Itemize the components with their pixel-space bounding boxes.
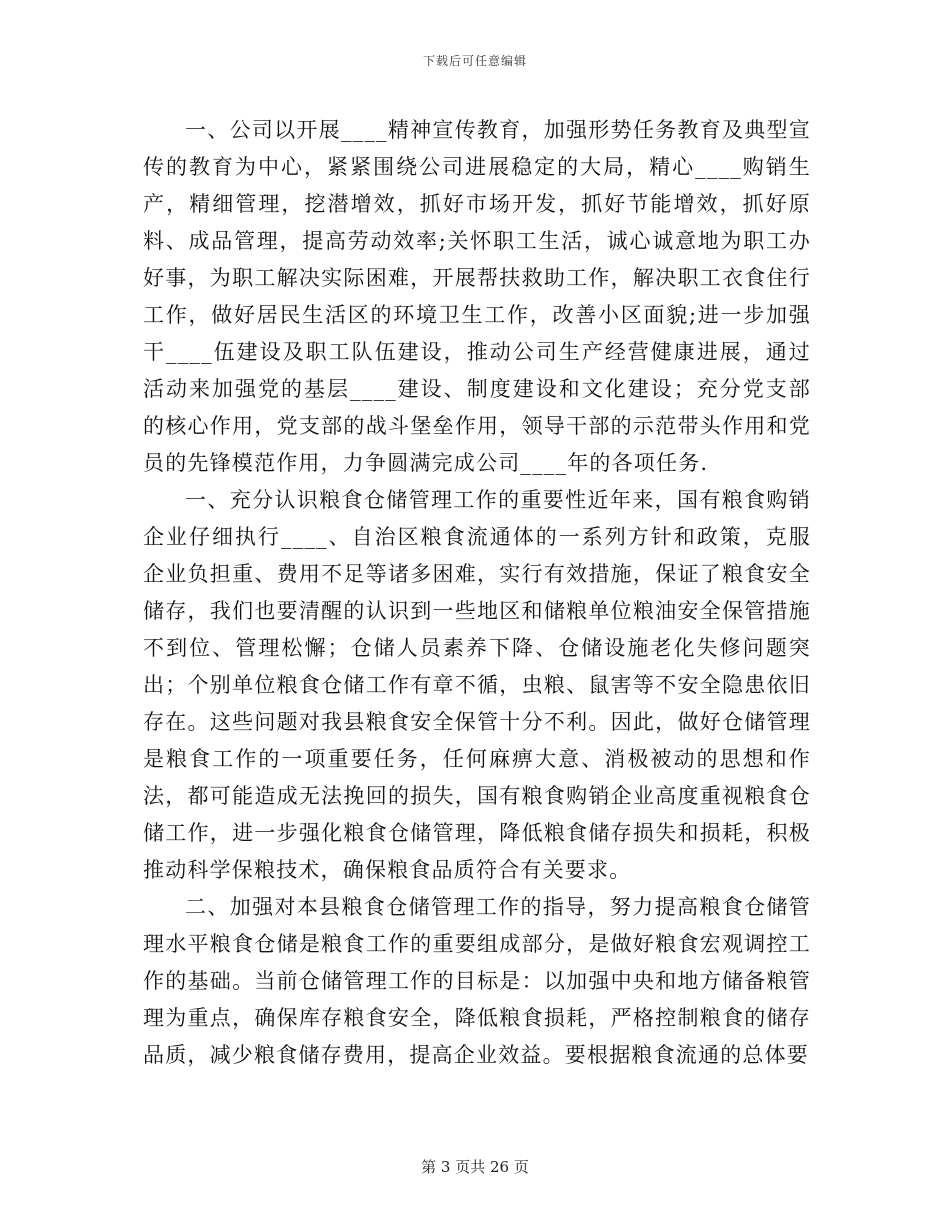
document-body (143, 112, 811, 1074)
paragraph-1: 一、公司以开展____精神宣传教育，加强形势任务教育及典型宣传的教育为中心，紧紧围绕公司进展稳定的大局，精心____购销生产，精细管理，挖潜增效，抓好市场开发，抓好节能增效，抓好原料、成品管理，提高劳动效率;关怀职工生活，诚心诚意地为职工办好事，为职工解决实际困难，开展帮扶救助工作，解决职工衣食住行工作，做好居民生活区的环境卫生工作，改善小区面貌;进一步加强干____伍建设及职工队伍建设，推动公司生产经营健康进展，通过活动来加强党的基层____建设、制度建设和文化建设；充分党支部的核心作用，党支部的战斗堡垒作用，领导干部的示范带头作用和党员的先锋模范作用，力争圆满完成公司____年的各项任务. (143, 118, 811, 475)
page-header: 下载后可任意编辑 (422, 54, 527, 68)
paragraph-2: 一、充分认识粮食仓储管理工作的重要性近年来，国有粮食购销企业仔细执行____、自治区粮食流通体的一系列方针和政策，克服企业负担重、费用不足等诸多困难，实行有效措施，保证了粮食安全储存，我们也要清醒的认识到一些地区和储粮单位粮油安全保管措施不到位、管理松懈；仓储人员素养下降、仓储设施老化失修问题突出；个别单位粮食仓储工作有章不循，虫粮、鼠害等不安全隐患依旧存在。这些问题对我县粮食安全保管十分不利。因此，做好仓储管理是粮食工作的一项重要任务，任何麻痹大意、消极被动的思想和作法，都可能造成无法挽回的损失，国有粮食购销企业高度重视粮食仓储工作，进一步强化粮食仓储管理，降低粮食储存损失和损耗，积极推动科学保粮技术，确保粮食品质符合有关要求。 (143, 488, 811, 882)
page-footer: 第 3 页共 26 页 (421, 1158, 529, 1176)
paragraph-3: 二、加强对本县粮食仓储管理工作的指导，努力提高粮食仓储管理水平粮食仓储是粮食工作的重要组成部分，是做好粮食宏观调控工作的基础。当前仓储管理工作的目标是：以加强中央和地方储备粮管理为重点，确保库存粮食安全，降低粮食损耗，严格控制粮食的储存品质，减少粮食储存费用，提高企业效益。要根据粮食流通的总体要 (143, 895, 811, 1067)
